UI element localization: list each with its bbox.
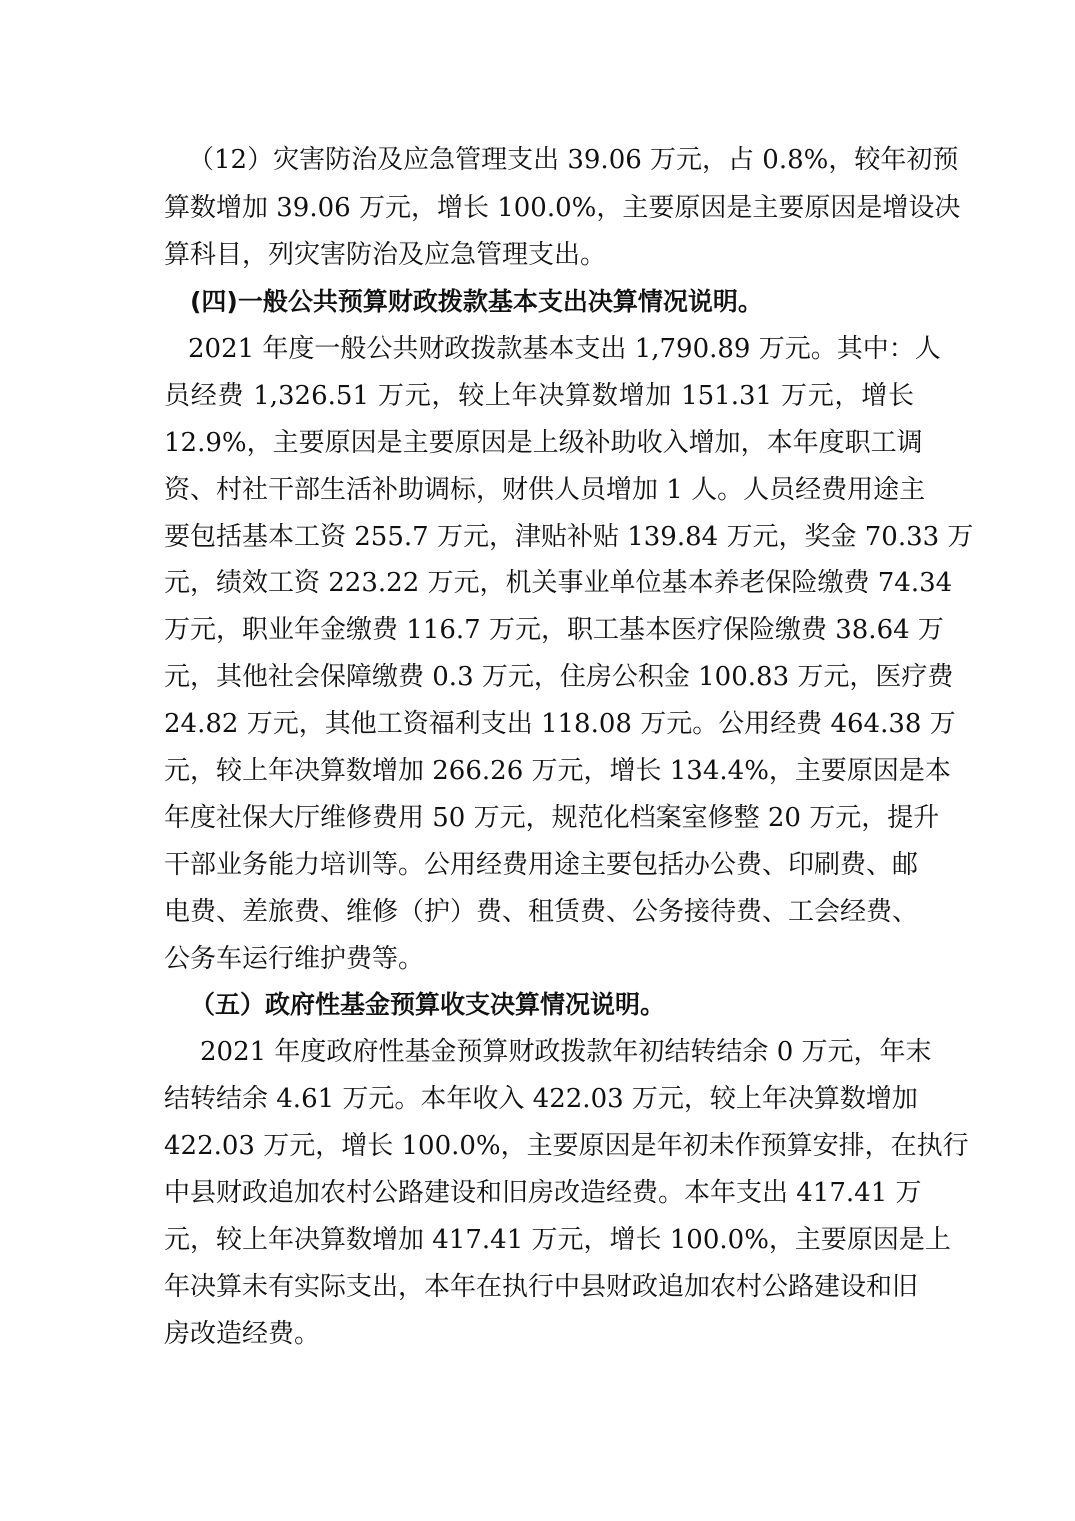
paragraph-4-line-4: 资、村社干部生活补助调标，财供人员增加 1 人。人员经费用途主 [164,475,926,505]
paragraph-5-line-5: 元，较上年决算数增加 417.41 万元，增长 100.0%，主要原因是上 [164,1225,951,1255]
paragraph-4-line-7: 万元，职业年金缴费 116.7 万元，职工基本医疗保险缴费 38.64 万 [164,615,944,645]
paragraph-12-line-2: 算数增加 39.06 万元，增长 100.0%，主要原因是主要原因是增设决 [164,193,961,223]
paragraph-4-line-9: 24.82 万元，其他工资福利支出 118.08 万元。公用经费 464.38 万 [164,709,956,739]
paragraph-5-line-6: 年决算未有实际支出，本年在执行中县财政追加农村公路建设和旧 [164,1272,919,1302]
paragraph-12-line-1: （12）灾害防治及应急管理支出 39.06 万元，占 0.8%，较年初预 [188,145,959,175]
paragraph-4-line-13: 电费、差旅费、维修（护）费、租赁费、公务接待费、工会经费、 [164,897,919,927]
paragraph-4-line-12: 干部业务能力培训等。公用经费用途主要包括办公费、印刷费、邮 [164,850,919,880]
paragraph-4-line-10: 元，较上年决算数增加 266.26 万元，增长 134.4%，主要原因是本 [164,756,951,786]
section-heading-5: （五）政府性基金预算收支决算情况说明。 [190,990,666,1019]
paragraph-5-line-2: 结转结余 4.61 万元。本年收入 422.03 万元，较上年决算数增加 [164,1084,918,1114]
paragraph-4-line-14: 公务车运行维护费等。 [164,944,425,974]
paragraph-5-line-1: 2021 年度政府性基金预算财政拨款年初结转结余 0 万元，年末 [200,1037,932,1067]
paragraph-4-line-3: 12.9%，主要原因是主要原因是上级补助收入增加，本年度职工调 [164,428,923,458]
paragraph-5-line-3: 422.03 万元，增长 100.0%，主要原因是年初未作预算安排，在执行 [164,1131,969,1161]
paragraph-4-line-2: 员经费 1,326.51 万元，较上年决算数增加 151.31 万元，增长 [164,381,914,411]
paragraph-5-line-7: 房改造经费。 [164,1319,321,1349]
paragraph-4-line-1: 2021 年度一般公共财政拨款基本支出 1,790.89 万元。其中：人 [188,334,941,364]
paragraph-5-line-4: 中县财政追加农村公路建设和旧房改造经费。本年支出 417.41 万 [164,1178,922,1208]
paragraph-4-line-8: 元，其他社会保障缴费 0.3 万元，住房公积金 100.83 万元，医疗费 [164,662,954,692]
paragraph-4-line-11: 年度社保大厅维修费用 50 万元，规范化档案室修整 20 万元，提升 [164,803,940,833]
paragraph-4-line-6: 元，绩效工资 223.22 万元，机关事业单位基本养老保险缴费 74.34 [164,568,953,598]
paragraph-4-line-5: 要包括基本工资 255.7 万元，津贴补贴 139.84 万元，奖金 70.33 万 [164,522,974,552]
section-heading-4: (四)一般公共预算财政拨款基本支出决算情况说明。 [190,287,763,316]
paragraph-12-line-3: 算科目，列灾害防治及应急管理支出。 [164,240,607,270]
